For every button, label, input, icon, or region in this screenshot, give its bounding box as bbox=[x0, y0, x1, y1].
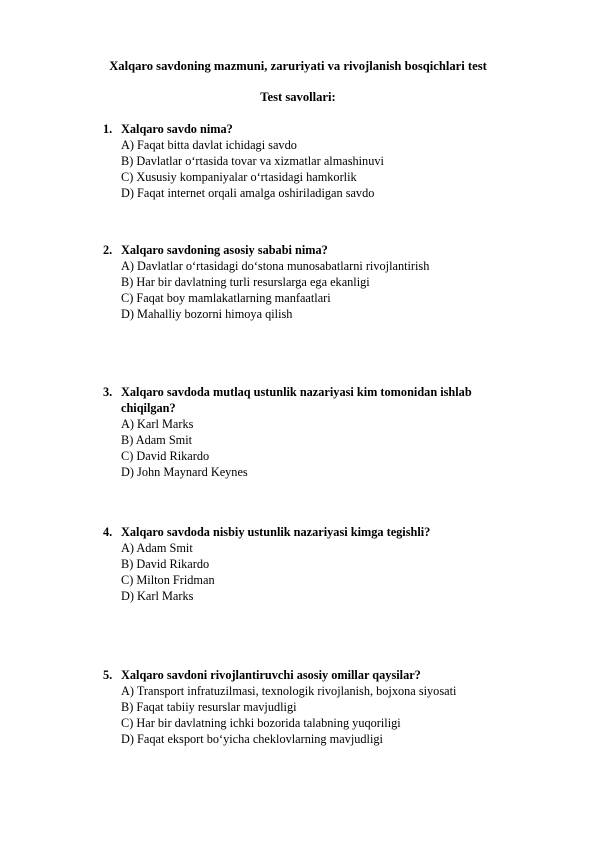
question-5 bbox=[0, 667, 596, 746]
question-1 bbox=[0, 121, 596, 200]
answer-options bbox=[121, 137, 561, 201]
answer-option-b: B) Har bir davlatning turli resurslarga ega ekanligi bbox=[121, 275, 370, 289]
answer-option-c: C) Faqat boy mamlakatlarning manfaatlari bbox=[121, 291, 331, 305]
question-text: Xalqaro savdoda mutlaq ustunlik nazariyasi kim tomonidan ishlab chiqilgan? bbox=[121, 385, 472, 415]
answer-option-c: C) David Rikardo bbox=[121, 449, 210, 463]
answer-option-c: C) Har bir davlatning ichki bozorida talabning yuqoriligi bbox=[121, 716, 401, 730]
question-number: 1. bbox=[103, 122, 113, 136]
question-number: 4. bbox=[103, 525, 113, 539]
answer-option-b: B) Davlatlar oʻrtasida tovar va xizmatlar almashinuvi bbox=[121, 154, 384, 168]
answer-option-a: A) Transport infratuzilmasi, texnologik rivojlanish, bojxona siyosati bbox=[121, 684, 457, 698]
question-text: Xalqaro savdo nima? bbox=[121, 122, 233, 136]
question-2 bbox=[0, 242, 596, 321]
question-number: 3. bbox=[103, 385, 113, 399]
answer-option-b: B) David Rikardo bbox=[121, 557, 210, 571]
question-text: Xalqaro savdoni rivojlantiruvchi asosiy omillar qaysilar? bbox=[121, 668, 421, 682]
answer-option-b: B) Faqat tabiiy resurslar mavjudligi bbox=[121, 700, 297, 714]
answer-option-d: D) Karl Marks bbox=[121, 589, 194, 603]
answer-options bbox=[121, 540, 561, 604]
question-3 bbox=[0, 384, 596, 479]
question-4 bbox=[0, 524, 596, 603]
document-title: Xalqaro savdoning mazmuni, zaruriyati va rivojlanish bosqichlari test bbox=[109, 59, 487, 73]
answer-option-a: A) Karl Marks bbox=[121, 417, 194, 431]
answer-options bbox=[121, 258, 561, 322]
answer-options bbox=[121, 416, 561, 480]
answer-option-a: A) Davlatlar oʻrtasidagi doʻstona munosabatlarni rivojlantirish bbox=[121, 259, 430, 273]
question-text: Xalqaro savdoning asosiy sababi nima? bbox=[121, 243, 328, 257]
question-number: 5. bbox=[103, 668, 113, 682]
answer-option-d: D) John Maynard Keynes bbox=[121, 465, 248, 479]
answer-option-a: A) Faqat bitta davlat ichidagi savdo bbox=[121, 138, 297, 152]
section-heading: Test savollari: bbox=[260, 90, 336, 104]
answer-option-b: B) Adam Smit bbox=[121, 433, 193, 447]
answer-option-d: D) Faqat internet orqali amalga oshiriladigan savdo bbox=[121, 186, 375, 200]
answer-option-d: D) Mahalliy bozorni himoya qilish bbox=[121, 307, 293, 321]
question-text: Xalqaro savdoda nisbiy ustunlik nazariyasi kimga tegishli? bbox=[121, 525, 431, 539]
answer-options bbox=[121, 683, 561, 747]
answer-option-a: A) Adam Smit bbox=[121, 541, 193, 555]
answer-option-d: D) Faqat eksport boʻyicha cheklovlarning mavjudligi bbox=[121, 732, 383, 746]
answer-option-c: C) Xususiy kompaniyalar oʻrtasidagi hamkorlik bbox=[121, 170, 357, 184]
question-number: 2. bbox=[103, 243, 113, 257]
answer-option-c: C) Milton Fridman bbox=[121, 573, 215, 587]
